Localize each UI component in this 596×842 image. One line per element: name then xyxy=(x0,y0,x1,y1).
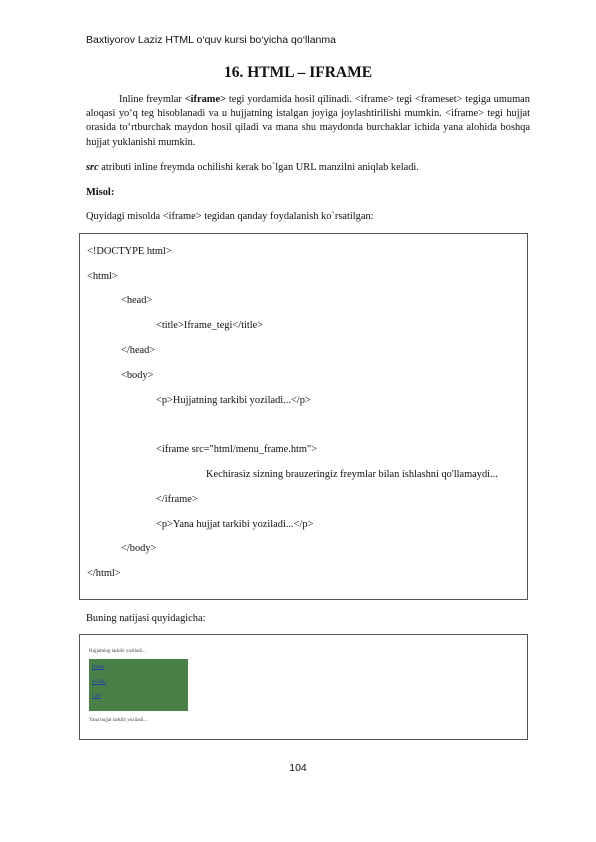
code-line-9: Kechirasiz sizning brauzeringiz freymlar bilan ishlashni qo'llamaydi... xyxy=(206,469,498,480)
code-line-11: <p>Yana hujjat tarkibi yoziladi...</p> xyxy=(156,519,314,530)
page-header: Baxtiyorov Laziz HTML o‘quv kursi bo‘yicha qo‘llanma xyxy=(86,34,336,46)
code-line-8: <iframe src="html/menu_frame.htm"> xyxy=(156,444,318,455)
frame-link-css[interactable]: CSS xyxy=(92,694,101,699)
code-line-13: </html> xyxy=(87,568,121,579)
intro-tag-bold: <iframe> xyxy=(184,94,226,105)
example-label: Misol: xyxy=(86,187,115,198)
code-line-5: </head> xyxy=(121,345,156,356)
src-text: atributi inline freymda ochilishi kerak bo`lgan URL manzilni aniqlab keladi. xyxy=(98,162,419,173)
result-label: Buning natijasi quyidagicha: xyxy=(86,613,206,624)
result-box xyxy=(79,634,528,740)
page-title: 16. HTML – IFRAME xyxy=(223,64,373,81)
frame-link-home[interactable]: Home xyxy=(92,665,105,670)
code-line-7: <p>Hujjatning tarkibi yoziladi...</p> xyxy=(156,395,311,406)
example-intro: Quyidagi misolda <iframe> tegidan qanday foydalanish ko`rsatilgan: xyxy=(86,211,374,222)
code-line-3: <head> xyxy=(121,295,153,306)
intro-paragraph xyxy=(86,93,530,150)
code-line-12: </body> xyxy=(121,543,157,554)
iframe-area xyxy=(89,659,188,711)
src-paragraph xyxy=(86,161,530,175)
code-line-6: <body> xyxy=(121,370,154,381)
code-box xyxy=(79,233,528,600)
page-number: 104 xyxy=(289,762,307,774)
intro-text-pre: Inline freymlar xyxy=(119,94,185,105)
result-top-text: Hujjatning tarkibi yoziladi... xyxy=(89,649,146,654)
code-line-10: </iframe> xyxy=(156,494,198,505)
result-bottom-text: Yana hujjat tarkibi yoziladi... xyxy=(89,718,148,723)
code-line-1: <!DOCTYPE html> xyxy=(87,246,172,257)
code-line-4: <title>Iframe_tegi</title> xyxy=(156,320,264,331)
intro-text-post: tegi yordamida hosil qilinadi. <iframe> tegi <frameset> tegiga umuman aloqasi yo‘q teg hisoblanadi va u hujjatning istalgan joyiga joylashtirilishi mumkin. <iframe> tegi hujjat orasida to‘rtburchak maydon hosil qiladi va mana shu maydonda burchaklar ichida yana alohida boshqa hujjat yuklanishi mumkin. xyxy=(86,94,530,148)
src-attribute: src xyxy=(86,162,99,173)
code-line-2: <html> xyxy=(87,271,118,282)
frame-link-html[interactable]: HTML xyxy=(92,680,107,685)
